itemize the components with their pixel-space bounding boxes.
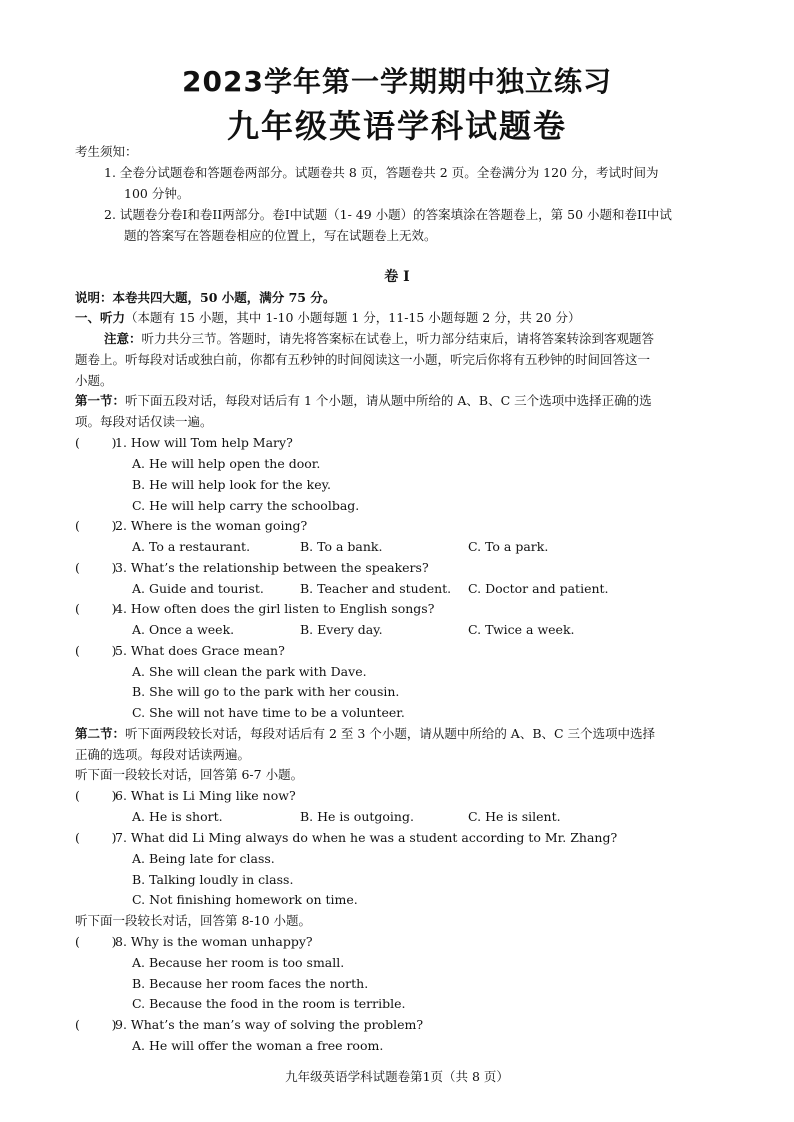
- dialog1-intro: 听下面一段较长对话，回答第 6-7 小题。: [75, 767, 304, 782]
- part1-note-line2: 题卷上。听每段对话或独白前，你都有五秒钟的时间阅读这一小题，听完后你将有五秒钟的时间回答这一: [75, 352, 651, 367]
- question-2: 2. Where is the woman going?: [115, 518, 308, 533]
- answer-blank[interactable]: ( ): [75, 560, 117, 575]
- q6-option-c: C. He is silent.: [468, 809, 561, 824]
- part1-note-line3: 小题。: [75, 373, 113, 388]
- section2-label: 第二节：: [75, 726, 126, 741]
- question-7: 7. What did Li Ming always do when he was a student according to Mr. Zhang?: [115, 830, 618, 845]
- answer-blank[interactable]: ( ): [75, 1017, 117, 1032]
- answer-blank[interactable]: ( ): [75, 601, 117, 616]
- notice-heading: 考生须知：: [75, 144, 138, 159]
- q5-option-a: A. She will clean the park with Dave.: [132, 664, 367, 679]
- q2-option-c: C. To a park.: [468, 539, 549, 554]
- answer-blank[interactable]: ( ): [75, 518, 117, 533]
- section1-line1: 第一节：听下面五段对话，每段对话后有 1 个小题，请从题中所给的 A、B、C 三个选项中选择正确的选: [75, 393, 652, 408]
- answer-blank[interactable]: ( ): [75, 788, 117, 803]
- q7-option-a: A. Being late for class.: [132, 851, 275, 866]
- question-9: 9. What’s the man’s way of solving the problem?: [115, 1017, 424, 1032]
- question-3: 3. What’s the relationship between the speakers?: [115, 560, 429, 575]
- q6-option-b: B. He is outgoing.: [300, 809, 414, 824]
- q8-option-c: C. Because the food in the room is terrible.: [132, 996, 406, 1011]
- notice-item-2-line1: 2. 试题卷分卷I和卷II两部分。卷I中试题（1- 49 小题）的答案填涂在答题卷上，第 50 小题和卷II中试: [104, 207, 672, 222]
- part1-detail: （本题有 15 小题，其中 1-10 小题每题 1 分，11-15 小题每题 2 分，共 20 分）: [125, 310, 581, 325]
- section2-line1: 第二节：听下面两段较长对话，每段对话后有 2 至 3 个小题，请从题中所给的 A、B、C 三个选项中选择: [75, 726, 656, 741]
- exam-title: 2023学年第一学期期中独立练习: [182, 65, 612, 98]
- q4-option-a: A. Once a week.: [132, 622, 235, 637]
- q7-option-c: C. Not finishing homework on time.: [132, 892, 358, 907]
- part1-heading: [75, 310, 581, 326]
- q1-option-b: B. He will help look for the key.: [132, 477, 331, 492]
- exam-subtitle: 九年级英语学科试题卷: [226, 107, 567, 145]
- q8-option-b: B. Because her room faces the north.: [132, 976, 369, 991]
- question-1: 1. How will Tom help Mary?: [115, 435, 293, 450]
- section1-line2: 项。每段对话仅读一遍。: [75, 414, 213, 429]
- q8-option-a: A. Because her room is too small.: [132, 955, 345, 970]
- section1-label: 第一节：: [75, 393, 126, 408]
- q6-option-a: A. He is short.: [132, 809, 223, 824]
- q5-option-b: B. She will go to the park with her cousin.: [132, 684, 400, 699]
- q9-option-a: A. He will offer the woman a free room.: [132, 1038, 384, 1053]
- q3-option-c: C. Doctor and patient.: [468, 581, 609, 596]
- q2-option-a: A. To a restaurant.: [132, 539, 251, 554]
- volume-description: 说明：本卷共四大题，50 小题，满分 75 分。: [75, 290, 336, 305]
- part1-note-line1: 注意：听力共分三节。答题时，请先将答案标在试卷上，听力部分结束后，请将答案转涂到客观题答: [104, 331, 655, 346]
- volume-heading: 卷 I: [384, 269, 410, 285]
- answer-blank[interactable]: ( ): [75, 435, 117, 450]
- question-8: 8. Why is the woman unhappy?: [115, 934, 313, 949]
- q3-option-a: A. Guide and tourist.: [132, 581, 264, 596]
- question-6: 6. What is Li Ming like now?: [115, 788, 296, 803]
- note-label: 注意：: [104, 331, 142, 346]
- part1-title: 一、听力: [75, 310, 126, 325]
- q1-option-c: C. He will help carry the schoolbag.: [132, 498, 360, 513]
- answer-blank[interactable]: ( ): [75, 643, 117, 658]
- q4-option-b: B. Every day.: [300, 622, 383, 637]
- question-4: 4. How often does the girl listen to English songs?: [115, 601, 435, 616]
- q3-option-b: B. Teacher and student.: [300, 581, 452, 596]
- answer-blank[interactable]: ( ): [75, 830, 117, 845]
- dialog2-intro: 听下面一段较长对话，回答第 8-10 小题。: [75, 913, 312, 928]
- q2-option-b: B. To a bank.: [300, 539, 383, 554]
- answer-blank[interactable]: ( ): [75, 934, 117, 949]
- notice-item-2-line2: 题的答案写在答题卷相应的位置上，写在试题卷上无效。: [124, 228, 437, 243]
- notice-item-1-line2: 100 分钟。: [124, 186, 190, 201]
- question-5: 5. What does Grace mean?: [115, 643, 285, 658]
- page-footer: 九年级英语学科试题卷第1页（共 8 页）: [285, 1069, 509, 1084]
- q7-option-b: B. Talking loudly in class.: [132, 872, 294, 887]
- q4-option-c: C. Twice a week.: [468, 622, 575, 637]
- section2-line2: 正确的选项。每段对话读两遍。: [75, 747, 251, 762]
- notice-item-1-line1: 1. 全卷分试题卷和答题卷两部分。试题卷共 8 页，答题卷共 2 页。全卷满分为 120 分，考试时间为: [104, 165, 659, 180]
- q1-option-a: A. He will help open the door.: [132, 456, 321, 471]
- q5-option-c: C. She will not have time to be a volunteer.: [132, 705, 405, 720]
